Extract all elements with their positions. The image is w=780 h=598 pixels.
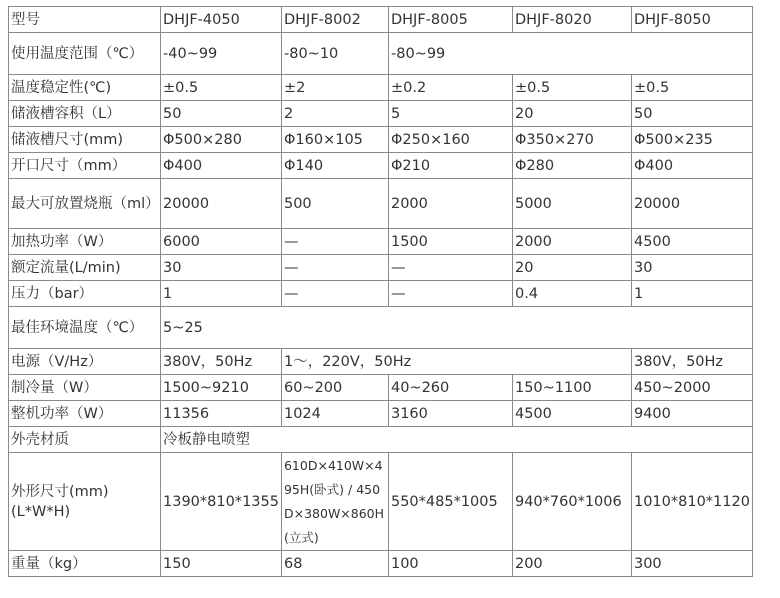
table-cell: -80~10	[281, 33, 388, 75]
table-row	[9, 281, 753, 307]
row-label: 温度稳定性(℃)	[9, 75, 161, 101]
table-cell: Φ160×105	[281, 127, 388, 153]
table-row	[9, 229, 753, 255]
table-cell: Φ210	[388, 153, 512, 179]
model-header: DHJF-8050	[631, 7, 752, 33]
table-cell: 60~200	[281, 375, 388, 401]
row-label: 额定流量(L/min)	[9, 255, 161, 281]
table-cell: 1	[161, 281, 282, 307]
table-cell: 1390*810*1355	[161, 453, 282, 551]
row-label: 开口尺寸（mm）	[9, 153, 161, 179]
table-cell: 4500	[512, 401, 631, 427]
table-cell: 610D×410W×495H(卧式) / 450D×380W×860H(立式)	[281, 453, 388, 551]
table-cell: Φ280	[512, 153, 631, 179]
table-cell: 40~260	[388, 375, 512, 401]
table-cell: —	[281, 229, 388, 255]
table-cell: ±0.2	[388, 75, 512, 101]
table-cell: —	[281, 281, 388, 307]
table-cell: 6000	[161, 229, 282, 255]
row-label: 加热功率（W）	[9, 229, 161, 255]
table-cell: Φ250×160	[388, 127, 512, 153]
table-cell: 68	[281, 551, 388, 577]
row-label: 最大可放置烧瓶（ml）	[9, 179, 161, 229]
table-cell: 150	[161, 551, 282, 577]
table-cell: 940*760*1006	[512, 453, 631, 551]
table-row	[9, 453, 753, 551]
table-row	[9, 255, 753, 281]
table-cell: —	[388, 255, 512, 281]
table-row	[9, 179, 753, 229]
table-row	[9, 127, 753, 153]
table-cell: 5~25	[161, 307, 753, 349]
table-cell: ±0.5	[631, 75, 752, 101]
table-cell: 2	[281, 101, 388, 127]
table-row	[9, 33, 753, 75]
spec-table	[8, 6, 753, 577]
table-cell: 0.4	[512, 281, 631, 307]
table-cell: —	[388, 281, 512, 307]
table-cell: 5000	[512, 179, 631, 229]
row-label: 制冷量（W）	[9, 375, 161, 401]
table-cell: -40~99	[161, 33, 282, 75]
table-cell: -80~99	[388, 33, 752, 75]
row-label: 使用温度范围（℃）	[9, 33, 161, 75]
table-cell: 11356	[161, 401, 282, 427]
row-label: 外壳材质	[9, 427, 161, 453]
table-cell: ±0.5	[161, 75, 282, 101]
table-cell: 380V，50Hz	[161, 349, 282, 375]
row-label: 整机功率（W）	[9, 401, 161, 427]
table-cell: 100	[388, 551, 512, 577]
table-cell: 50	[631, 101, 752, 127]
table-cell: Φ400	[161, 153, 282, 179]
table-cell: 1500~9210	[161, 375, 282, 401]
table-cell: 1500	[388, 229, 512, 255]
table-row	[9, 75, 753, 101]
table-cell: Φ140	[281, 153, 388, 179]
table-cell: 1024	[281, 401, 388, 427]
table-row	[9, 153, 753, 179]
row-label: 电源（V/Hz）	[9, 349, 161, 375]
table-row	[9, 401, 753, 427]
table-row	[9, 307, 753, 349]
table-cell: 4500	[631, 229, 752, 255]
table-cell: ±2	[281, 75, 388, 101]
table-cell: ±0.5	[512, 75, 631, 101]
table-cell: 冷板静电喷塑	[161, 427, 753, 453]
table-cell: 300	[631, 551, 752, 577]
table-cell: 200	[512, 551, 631, 577]
table-row	[9, 375, 753, 401]
table-cell: Φ500×280	[161, 127, 282, 153]
table-cell: 3160	[388, 401, 512, 427]
row-label: 外形尺寸(mm)(L*W*H)	[9, 453, 161, 551]
table-cell: 500	[281, 179, 388, 229]
table-cell: 20000	[631, 179, 752, 229]
table-cell: 1～，220V，50Hz	[281, 349, 631, 375]
row-label: 储液槽容积（L）	[9, 101, 161, 127]
table-cell: 20	[512, 255, 631, 281]
table-cell: 550*485*1005	[388, 453, 512, 551]
row-label: 重量（kg）	[9, 551, 161, 577]
table-cell: —	[281, 255, 388, 281]
row-label: 型号	[9, 7, 161, 33]
table-cell: 20000	[161, 179, 282, 229]
table-cell: 2000	[512, 229, 631, 255]
table-cell: Φ500×235	[631, 127, 752, 153]
table-row	[9, 101, 753, 127]
table-cell: 150~1100	[512, 375, 631, 401]
table-cell: 380V，50Hz	[631, 349, 752, 375]
model-header: DHJF-4050	[161, 7, 282, 33]
model-header: DHJF-8005	[388, 7, 512, 33]
table-cell: 450~2000	[631, 375, 752, 401]
table-cell: Φ400	[631, 153, 752, 179]
row-label: 储液槽尺寸(mm)	[9, 127, 161, 153]
table-cell: 2000	[388, 179, 512, 229]
model-header: DHJF-8020	[512, 7, 631, 33]
table-row	[9, 551, 753, 577]
table-cell: 9400	[631, 401, 752, 427]
table-cell: 1	[631, 281, 752, 307]
table-row	[9, 349, 753, 375]
row-label: 压力（bar）	[9, 281, 161, 307]
table-row	[9, 7, 753, 33]
row-label: 最佳环境温度（℃）	[9, 307, 161, 349]
table-cell: 30	[631, 255, 752, 281]
table-cell: 50	[161, 101, 282, 127]
model-header: DHJF-8002	[281, 7, 388, 33]
table-cell: 30	[161, 255, 282, 281]
table-cell: 5	[388, 101, 512, 127]
table-row	[9, 427, 753, 453]
table-cell: 20	[512, 101, 631, 127]
table-cell: 1010*810*1120	[631, 453, 752, 551]
table-cell: Φ350×270	[512, 127, 631, 153]
